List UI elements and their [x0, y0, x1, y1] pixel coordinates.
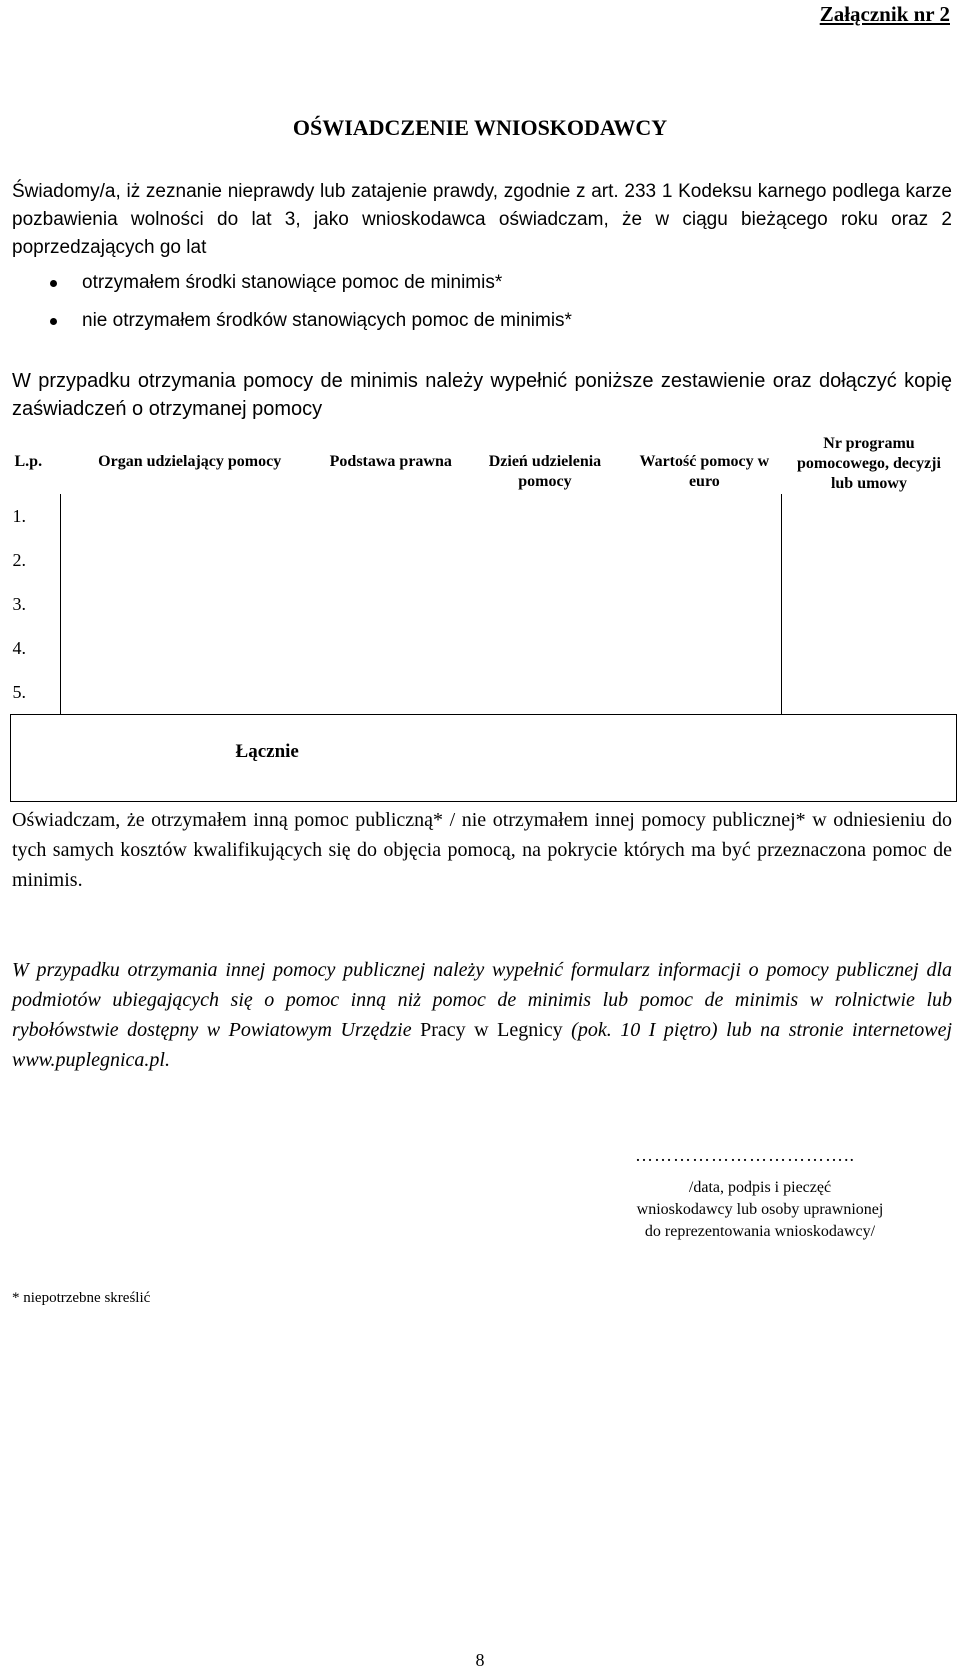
bullet-icon	[50, 318, 57, 325]
cell-nr[interactable]	[781, 494, 956, 538]
total-spacer	[11, 715, 61, 802]
declaration-paragraph: Oświadczam, że otrzymałem inną pomoc publiczną* / nie otrzymałem innej pomocy publicznej* w odniesieniu do tych samych kosztów kwalifikujących się do objęcia pomocą, na pokrycie których ma być przeznaczona pomoc de minimis.	[12, 809, 952, 891]
total-value[interactable]	[627, 715, 781, 802]
table-row	[11, 494, 957, 538]
total-spacer	[781, 715, 956, 802]
cell-wartosc[interactable]	[627, 670, 781, 715]
cell-wartosc[interactable]	[627, 538, 781, 582]
page-title: OŚWIADCZENIE WNIOSKODAWCY	[292, 115, 668, 140]
signature-caption-line: wnioskodawcy lub osoby uprawnionej	[636, 1201, 884, 1218]
cell-organ[interactable]	[61, 626, 319, 670]
cell-dzien[interactable]	[463, 538, 628, 582]
aid-table	[10, 430, 957, 802]
option-received	[46, 270, 926, 308]
cell-organ[interactable]	[61, 494, 319, 538]
cell-nr[interactable]	[781, 582, 956, 626]
cell-podstawa[interactable]	[319, 582, 463, 626]
info-text-1: W przypadku otrzymania innej pomocy publicznej należy wypełnić formularz informacji o pomocy publicznej dla podmiotów ubiegających się o pomoc inną niż pomoc de minimis lub pomoc de minimis w rolnictwie lub rybołówstwie dostępny w Powiatowym Urzędzie	[12, 959, 952, 1041]
cell-wartosc[interactable]	[627, 494, 781, 538]
options-list	[46, 270, 926, 346]
cell-wartosc[interactable]	[627, 626, 781, 670]
table-row	[11, 538, 957, 582]
row-number: 1.	[12, 506, 26, 526]
cell-podstawa[interactable]	[319, 494, 463, 538]
row-number: 2.	[12, 550, 26, 570]
cell-podstawa[interactable]	[319, 670, 463, 715]
cell-organ[interactable]	[61, 582, 319, 626]
option-not-received-label: nie otrzymałem środków stanowiących pomoc de minimis*	[82, 310, 572, 331]
intro-paragraph: Świadomy/a, iż zeznanie nieprawdy lub zatajenie prawdy, zgodnie z art. 233 1 Kodeksu karnego podlega karze pozbawienia wolności do lat 3, jako wnioskodawca oświadczam, że w ciągu bieżącego roku oraz 2 poprzedzających go lat	[12, 181, 952, 258]
cell-wartosc[interactable]	[627, 582, 781, 626]
row-number: 4.	[12, 638, 26, 658]
option-not-received	[46, 308, 926, 346]
bullet-icon	[50, 280, 57, 287]
row-number: 5.	[11, 670, 61, 715]
option-received-label: otrzymałem środki stanowiące pomoc de minimis*	[82, 272, 503, 293]
cell-dzien[interactable]	[463, 582, 628, 626]
table-row	[11, 582, 957, 626]
cell-podstawa[interactable]	[319, 626, 463, 670]
page-number: 8	[475, 1650, 485, 1670]
total-spacer	[319, 715, 463, 802]
cell-organ[interactable]	[61, 538, 319, 582]
info-paragraph	[12, 955, 952, 1075]
instruction-paragraph: W przypadku otrzymania pomocy de minimis należy wypełnić poniższe zestawienie oraz dołączyć kopię zaświadczeń o otrzymanej pomocy	[12, 370, 952, 420]
table-header-row	[11, 430, 957, 494]
signature-caption	[590, 1177, 930, 1243]
cell-podstawa[interactable]	[319, 538, 463, 582]
cell-dzien[interactable]	[463, 494, 628, 538]
header-organ: Organ udzielający pomocy	[98, 453, 282, 470]
info-text-2: Pracy w Legnicy	[420, 1019, 563, 1041]
signature-caption-line: /data, podpis i pieczęć	[688, 1179, 832, 1196]
signature-line: ……………………………..	[635, 1145, 855, 1165]
header-podstawa: Podstawa prawna	[329, 453, 452, 470]
table-row	[11, 626, 957, 670]
header-nr: Nr programu pomocowego, decyzji lub umowy	[796, 435, 941, 492]
cell-nr[interactable]	[781, 626, 956, 670]
cell-organ[interactable]	[61, 670, 319, 715]
total-label: Łącznie	[61, 715, 319, 802]
footnote: * niepotrzebne skreślić	[12, 1290, 151, 1306]
signature-caption-line: do reprezentowania wnioskodawcy/	[644, 1223, 876, 1240]
cell-nr[interactable]	[781, 538, 956, 582]
header-wartosc: Wartość pomocy w euro	[639, 453, 770, 490]
total-spacer	[463, 715, 628, 802]
header-lp: L.p.	[14, 453, 43, 470]
header-dzien: Dzień udzielenia pomocy	[488, 453, 602, 490]
info-text-3: (pok. 10 I piętro) lub na stronie internetowej www.puplegnica.pl.	[12, 1019, 952, 1071]
cell-nr[interactable]	[781, 670, 956, 715]
attachment-label: Załącznik nr 2	[819, 2, 950, 26]
cell-dzien[interactable]	[463, 626, 628, 670]
table-row	[11, 670, 957, 715]
cell-dzien[interactable]	[463, 670, 628, 715]
row-number: 3.	[12, 594, 26, 614]
table-total-row	[11, 715, 957, 802]
